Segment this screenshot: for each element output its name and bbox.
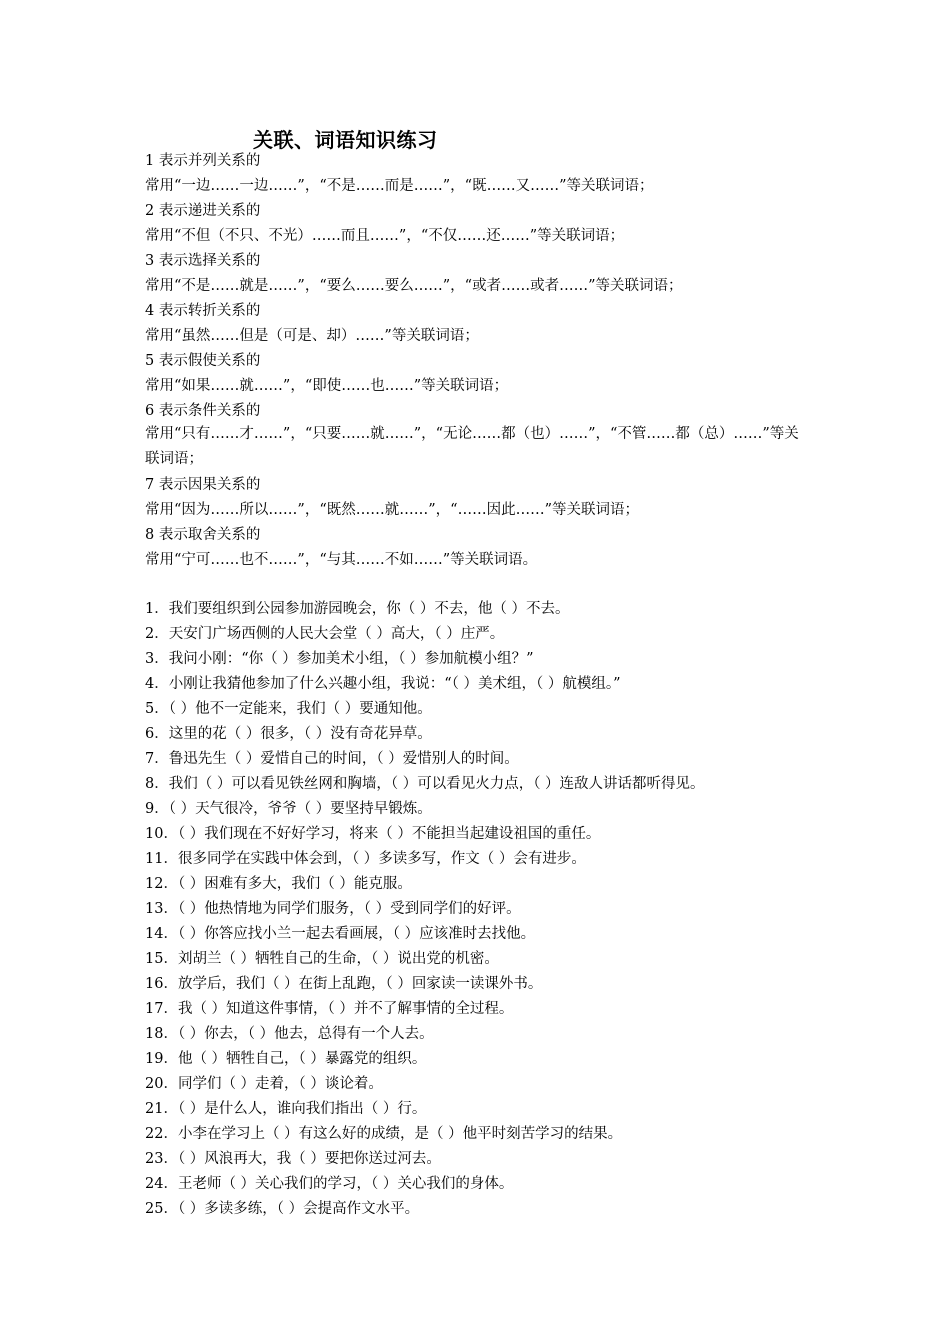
exercise-item-9: 9．（ ）天气很冷，爷爷（ ）要坚持早锻炼。 bbox=[145, 801, 432, 817]
exercise-item-11: 11．很多同学在实践中体会到，（ ）多读多写，作文（ ）会有进步。 bbox=[145, 851, 586, 867]
section-text-5: 常用“如果……就……”，“即使……也……”等关联词语； bbox=[145, 378, 509, 394]
exercise-item-7: 7．鲁迅先生（ ）爱惜自己的时间，（ ）爱惜别人的时间。 bbox=[145, 751, 519, 767]
exercise-item-19: 19．他（ ）牺牲自己，（ ）暴露党的组织。 bbox=[145, 1051, 427, 1067]
exercise-item-6: 6．这里的花（ ）很多，（ ）没有奇花异草。 bbox=[145, 726, 432, 742]
exercise-item-4: 4．小刚让我猜他参加了什么兴趣小组，我说：“（ ）美术组，（ ）航模组。” bbox=[145, 676, 621, 692]
exercise-item-21: 21．（ ）是什么人，谁向我们指出（ ）行。 bbox=[145, 1101, 427, 1117]
exercise-item-3: 3．我问小刚：“你（ ）参加美术小组，（ ）参加航模小组？” bbox=[145, 651, 534, 667]
section-text-7: 常用“因为……所以……”，“既然……就……”，“……因此……”等关联词语； bbox=[145, 502, 639, 518]
section-text-8: 常用“宁可……也不……”，“与其……不如……”等关联词语。 bbox=[145, 552, 538, 568]
section-text-6: 常用“只有……才……”，“只要……就……”，“无论……都（也）……”，“不管……都（总）……”等关联词语； bbox=[145, 426, 799, 467]
section-heading-3: 3 表示选择关系的 bbox=[145, 253, 261, 269]
section-heading-4: 4 表示转折关系的 bbox=[145, 303, 261, 319]
exercise-item-12: 12．（ ）困难有多大，我们（ ）能克服。 bbox=[145, 876, 412, 892]
section-heading-5: 5 表示假使关系的 bbox=[145, 353, 261, 369]
exercise-item-14: 14．（ ）你答应找小兰一起去看画展，（ ）应该准时去找他。 bbox=[145, 926, 536, 942]
exercise-item-16: 16．放学后，我们（ ）在街上乱跑，（ ）回家读一读课外书。 bbox=[145, 976, 543, 992]
exercise-item-2: 2．天安门广场西侧的人民大会堂（ ）高大，（ ）庄严。 bbox=[145, 626, 505, 642]
exercise-item-23: 23．（ ）风浪再大，我（ ）要把你送过河去。 bbox=[145, 1151, 441, 1167]
exercise-item-15: 15．刘胡兰（ ）牺牲自己的生命，（ ）说出党的机密。 bbox=[145, 951, 499, 967]
section-text-2: 常用“不但（不只、不光）……而且……”，“不仅……还……”等关联词语； bbox=[145, 228, 625, 244]
section-heading-8: 8 表示取舍关系的 bbox=[145, 527, 261, 543]
exercise-item-10: 10．（ ）我们现在不好好学习，将来（ ）不能担当起建设祖国的重任。 bbox=[145, 826, 601, 842]
exercise-item-8: 8．我们（ ）可以看见铁丝网和胸墙，（ ）可以看见火力点，（ ）连敌人讲话都听得见。 bbox=[145, 776, 705, 792]
section-heading-1: 1 表示并列关系的 bbox=[145, 153, 261, 169]
section-heading-7: 7 表示因果关系的 bbox=[145, 477, 261, 493]
section-heading-2: 2 表示递进关系的 bbox=[145, 203, 261, 219]
exercise-item-25: 25．（ ）多读多练，（ ）会提高作文水平。 bbox=[145, 1201, 420, 1217]
section-heading-6: 6 表示条件关系的 bbox=[145, 403, 261, 419]
section-text-1: 常用“一边……一边……”，“不是……而是……”，“既……又……”等关联词语； bbox=[145, 178, 654, 194]
exercise-item-20: 20．同学们（ ）走着，（ ）谈论着。 bbox=[145, 1076, 383, 1092]
exercise-item-18: 18．（ ）你去，（ ）他去，总得有一个人去。 bbox=[145, 1026, 434, 1042]
exercise-item-1: 1．我们要组织到公园参加游园晚会，你（ ）不去，他（ ）不去。 bbox=[145, 601, 570, 617]
page-title: 关联、词语知识练习 bbox=[253, 128, 438, 152]
exercise-item-5: 5．（ ）他不一定能来，我们（ ）要通知他。 bbox=[145, 701, 432, 717]
exercise-item-17: 17．我（ ）知道这件事情，（ ）并不了解事情的全过程。 bbox=[145, 1001, 514, 1017]
exercise-item-24: 24．王老师（ ）关心我们的学习，（ ）关心我们的身体。 bbox=[145, 1176, 514, 1192]
section-text-3: 常用“不是……就是……”，“要么……要么……”，“或者……或者……”等关联词语； bbox=[145, 278, 683, 294]
exercise-item-22: 22．小李在学习上（ ）有这么好的成绩，是（ ）他平时刻苦学习的结果。 bbox=[145, 1126, 623, 1142]
exercise-item-13: 13．（ ）他热情地为同学们服务，（ ）受到同学们的好评。 bbox=[145, 901, 521, 917]
section-text-4: 常用“虽然……但是（可是、却）……”等关联词语； bbox=[145, 328, 479, 344]
